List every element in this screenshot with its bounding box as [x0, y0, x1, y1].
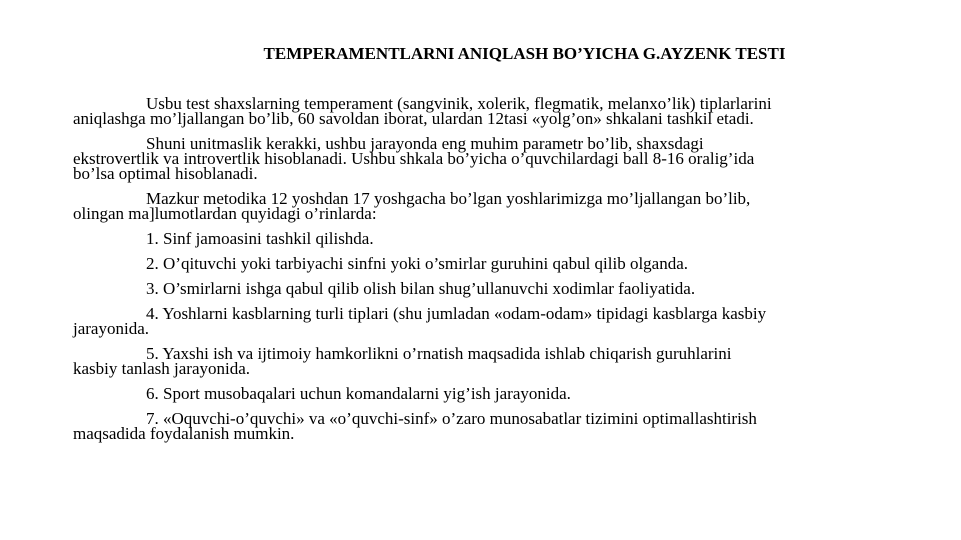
paragraph-line: bo’lsa optimal hisoblanadi.	[73, 164, 258, 183]
paragraph-method	[73, 191, 893, 221]
paragraph-line: 6. Sport musobaqalari uchun komandalarni yig’ish jarayonida.	[146, 384, 571, 403]
paragraph-line: 4. Yoshlarni kasblarning turli tiplari (shu jumladan «odam-odam» tipidagi kasblarga kasbiy	[146, 304, 767, 323]
paragraph-line: jarayonida.	[73, 319, 149, 338]
list-item-1	[73, 231, 893, 246]
paragraph-line: 1. Sinf jamoasini tashkil qilishda.	[146, 229, 374, 248]
page-title: TEMPERAMENTLARNI ANIQLASH BO’YICHA G.AYZENK TESTI	[263, 44, 786, 63]
list-item-7	[73, 411, 893, 441]
paragraph-line: Usbu test shaxslarning temperament (sangvinik, xolerik, flegmatik, melanxo’lik) tiplarlarini	[146, 94, 772, 113]
list-item-3	[73, 281, 893, 296]
document-body	[73, 96, 893, 451]
paragraph-line: olingan ma]lumotlardan quyidagi o’rinlarda:	[73, 204, 377, 223]
paragraph-intro	[73, 96, 893, 126]
paragraph-line: 7. «Oquvchi-o’quvchi» va «o’quvchi-sinf» o’zaro munosabatlar tizimini optimallashtirish	[146, 409, 757, 428]
paragraph-line: Mazkur metodika 12 yoshdan 17 yoshgacha bo’lgan yoshlarimizga mo’ljallangan bo’lib,	[146, 189, 751, 208]
paragraph-line: 5. Yaxshi ish va ijtimoiy hamkorlikni o’rnatish maqsadida ishlab chiqarish guruhlarini	[146, 344, 732, 363]
list-item-6	[73, 386, 893, 401]
list-item-5	[73, 346, 893, 376]
paragraph-line: Shuni unitmaslik kerakki, ushbu jarayonda eng muhim parametr bo’lib, shaxsdagi	[146, 134, 704, 153]
paragraph-line: maqsadida foydalanish mumkin.	[73, 424, 295, 443]
list-item-2	[73, 256, 893, 271]
paragraph-line: kasbiy tanlash jarayonida.	[73, 359, 251, 378]
list-item-4	[73, 306, 893, 336]
paragraph-line: 2. O’qituvchi yoki tarbiyachi sinfni yoki o’smirlar guruhini qabul qilib olganda.	[146, 254, 689, 273]
paragraph-line: aniqlashga mo’ljallangan bo’lib, 60 savoldan iborat, ulardan 12tasi «yolg’on» shkalani tashkil etadi.	[73, 109, 754, 128]
paragraph-line: 3. O’smirlarni ishga qabul qilib olish bilan shug’ullanuvchi xodimlar faoliyatida.	[146, 279, 696, 298]
paragraph-line: ekstrovertlik va introvertlik hisoblanadi. Ushbu shkala bo’yicha o’quvchilardagi ball 8-16 oralig’ida	[73, 149, 755, 168]
paragraph-parameter	[73, 136, 893, 181]
